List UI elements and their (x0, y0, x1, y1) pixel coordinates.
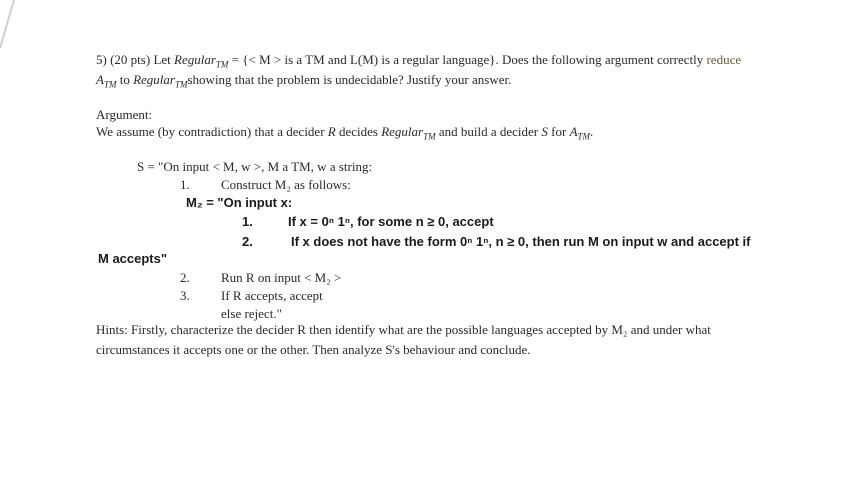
hints-line-1: Hints: Firstly, characterize the decider R then identify what are the possible languages accepted by M₂ and under what (96, 322, 711, 337)
reduce-word: reduce (706, 52, 742, 67)
s-step-1-text: Construct M₂ as follows: (221, 177, 351, 192)
s-step-2-num: 2. (180, 270, 190, 285)
question-line-1: 5) (20 pts) Let Regular$_{TM}$ = {< M > is a TM and L(M) is a regular language}. Does the following argument correctly reduce (96, 52, 742, 70)
m2-continuation: M accepts" (98, 251, 168, 266)
s-step-3-text: If R accepts, accept (221, 288, 323, 303)
regular-tm-name: Regular (174, 52, 216, 67)
argument-intro: We assume (by contradiction) that a decider R decides Regular$_{TM}$ and build a decider S for $A_{TM}$. (96, 124, 594, 142)
m2-step-2-text: If x does not have the form 0ⁿ 1ⁿ, n ≥ 0, then run M on input w and accept if (291, 234, 751, 249)
s-step-1-num: 1. (180, 177, 190, 192)
definition-text: = {< M > is a TM and L(M) is a regular language}. Does the following argument correctly (231, 52, 704, 67)
s-else-line: else reject." (221, 306, 282, 321)
hints-line-2: circumstances it accepts one or the other. Then analyze S's behaviour and conclude. (96, 342, 531, 357)
argument-heading: Argument: (96, 107, 153, 122)
question-points: (20 pts) (110, 52, 151, 67)
m2-step-1-num: 1. (242, 214, 253, 229)
machine-m2-header: M₂ = "On input x: (186, 195, 293, 210)
m2-step-2-num: 2. (242, 234, 253, 249)
scan-edge-mark (0, 0, 40, 60)
question-number: 5) (96, 52, 107, 67)
question-line-2: $A_{TM}$ to Regular$_{TM}$showing that the problem is undecidable? Justify your answer. (96, 72, 512, 90)
s-step-3-num: 3. (180, 288, 190, 303)
s-step-2-text: Run R on input < M₂ > (221, 270, 342, 285)
machine-s-header: S = "On input < M, w >, M a TM, w a string: (137, 159, 373, 174)
m2-step-1-text: If x = 0ⁿ 1ⁿ, for some n ≥ 0, accept (288, 214, 494, 229)
